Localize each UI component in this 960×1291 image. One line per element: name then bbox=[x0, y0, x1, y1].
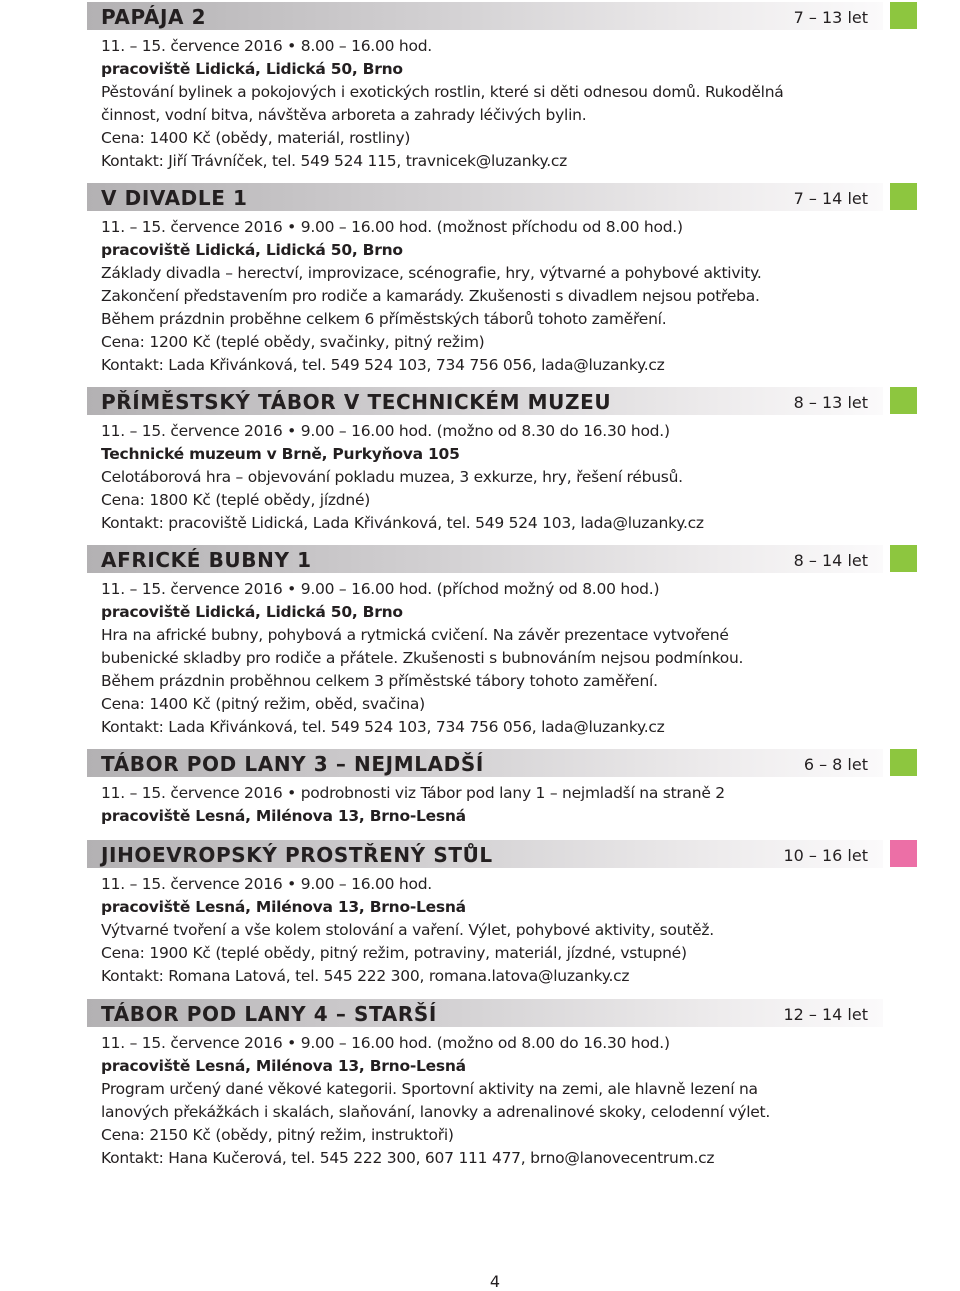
price: Cena: 1900 Kč (teplé obědy, pitný režim, potraviny, materiál, jízdné, vstupné) bbox=[101, 944, 687, 962]
description-line: činnost, vodní bitva, návštěva arboreta a zahrady léčivých bylin. bbox=[101, 106, 587, 124]
age-range: 6 – 8 let bbox=[803, 755, 868, 774]
camp-title: AFRICKÉ BUBNY 1 bbox=[101, 548, 312, 572]
description-line: Hra na africké bubny, pohybová a rytmická cvičení. Na závěr prezentace vytvořené bbox=[101, 626, 729, 644]
age-range: 8 – 13 let bbox=[793, 393, 868, 412]
camp-title: TÁBOR POD LANY 4 – STARŠÍ bbox=[101, 1002, 437, 1026]
description-line: Během prázdnin proběhne celkem 6 příměstských táborů tohoto zaměření. bbox=[101, 310, 667, 328]
description-line: Program určený dané věkové kategorii. Sportovní aktivity na zemi, ale hlavně lezení na bbox=[101, 1080, 758, 1098]
camp-title: PŘÍMĚSTSKÝ TÁBOR V TECHNICKÉM MUZEU bbox=[101, 390, 612, 414]
contact: Kontakt: Hana Kučerová, tel. 545 222 300, 607 111 477, brno@lanovecentrum.cz bbox=[101, 1149, 715, 1167]
location: pracoviště Lidická, Lidická 50, Brno bbox=[101, 603, 403, 621]
contact: Kontakt: Lada Křivánková, tel. 549 524 103, 734 756 056, lada@luzanky.cz bbox=[101, 356, 665, 374]
age-range: 7 – 14 let bbox=[793, 189, 868, 208]
price: Cena: 1200 Kč (teplé obědy, svačinky, pitný režim) bbox=[101, 333, 485, 351]
green-marker-square bbox=[890, 749, 917, 776]
camp-title: TÁBOR POD LANY 3 – NEJMLADŠÍ bbox=[101, 752, 484, 776]
location: pracoviště Lesná, Milénova 13, Brno-Lesná bbox=[101, 807, 466, 825]
contact: Kontakt: pracoviště Lidická, Lada Křivánková, tel. 549 524 103, lada@luzanky.cz bbox=[101, 514, 704, 532]
green-marker-square bbox=[890, 545, 917, 572]
date-time: 11. – 15. července 2016 • 9.00 – 16.00 hod. (příchod možný od 8.00 hod.) bbox=[101, 580, 660, 598]
age-range: 12 – 14 let bbox=[783, 1005, 868, 1024]
description-line: Celotáborová hra – objevování pokladu muzea, 3 exkurze, hry, řešení rébusů. bbox=[101, 468, 683, 486]
green-marker-square bbox=[890, 387, 917, 414]
green-marker-square bbox=[890, 183, 917, 210]
description-line: Během prázdnin proběhnou celkem 3 příměstské tábory tohoto zaměření. bbox=[101, 672, 658, 690]
location: pracoviště Lidická, Lidická 50, Brno bbox=[101, 241, 403, 259]
contact: Kontakt: Jiří Trávníček, tel. 549 524 115, travnicek@luzanky.cz bbox=[101, 152, 568, 170]
location: pracoviště Lesná, Milénova 13, Brno-Lesná bbox=[101, 1057, 466, 1075]
description-line: Zakončení představením pro rodiče a kamarády. Zkušenosti s divadlem nejsou potřeba. bbox=[101, 287, 760, 305]
contact: Kontakt: Romana Latová, tel. 545 222 300, romana.latova@luzanky.cz bbox=[101, 967, 630, 985]
pink-marker-square bbox=[890, 840, 917, 867]
page-number: 4 bbox=[489, 1272, 501, 1291]
price: Cena: 1400 Kč (obědy, materiál, rostliny) bbox=[101, 129, 411, 147]
age-range: 8 – 14 let bbox=[793, 551, 868, 570]
date-time: 11. – 15. července 2016 • 8.00 – 16.00 hod. bbox=[101, 37, 432, 55]
description-line: Pěstování bylinek a pokojových i exotických rostlin, které si děti odnesou domů. Rukodělná bbox=[101, 83, 784, 101]
age-range: 7 – 13 let bbox=[793, 8, 868, 27]
description-line: bubenické skladby pro rodiče a přátele. Zkušenosti s bubnováním nejsou podmínkou. bbox=[101, 649, 744, 667]
date-time: 11. – 15. července 2016 • 9.00 – 16.00 hod. (možnost příchodu od 8.00 hod.) bbox=[101, 218, 683, 236]
camp-title: V DIVADLE 1 bbox=[101, 186, 248, 210]
location: Technické muzeum v Brně, Purkyňova 105 bbox=[101, 445, 460, 463]
age-range: 10 – 16 let bbox=[783, 846, 868, 865]
green-marker-square bbox=[890, 2, 917, 29]
description-line: lanových překážkách i skalách, slaňování, lanovky a adrenalinové skoky, celodenní výlet. bbox=[101, 1103, 771, 1121]
date-time: 11. – 15. července 2016 • 9.00 – 16.00 hod. (možno od 8.30 do 16.30 hod.) bbox=[101, 422, 670, 440]
date-time: 11. – 15. července 2016 • 9.00 – 16.00 hod. (možno od 8.00 do 16.30 hod.) bbox=[101, 1034, 670, 1052]
description-line: Základy divadla – herectví, improvizace, scénografie, hry, výtvarné a pohybové aktivity. bbox=[101, 264, 762, 282]
description-line: Výtvarné tvoření a vše kolem stolování a vaření. Výlet, pohybové aktivity, soutěž. bbox=[101, 921, 714, 939]
price: Cena: 2150 Kč (obědy, pitný režim, instruktoři) bbox=[101, 1126, 454, 1144]
section-header-bar bbox=[87, 2, 883, 30]
location: pracoviště Lesná, Milénova 13, Brno-Lesná bbox=[101, 898, 466, 916]
contact: Kontakt: Lada Křivánková, tel. 549 524 103, 734 756 056, lada@luzanky.cz bbox=[101, 718, 665, 736]
camp-title: PAPÁJA 2 bbox=[101, 5, 207, 29]
location: pracoviště Lidická, Lidická 50, Brno bbox=[101, 60, 403, 78]
date-time: 11. – 15. července 2016 • 9.00 – 16.00 hod. bbox=[101, 875, 432, 893]
camp-title: JIHOEVROPSKÝ PROSTŘENÝ STŮL bbox=[101, 843, 493, 867]
date-time: 11. – 15. července 2016 • podrobnosti viz Tábor pod lany 1 – nejmladší na straně 2 bbox=[101, 784, 725, 802]
price: Cena: 1800 Kč (teplé obědy, jízdné) bbox=[101, 491, 371, 509]
price: Cena: 1400 Kč (pitný režim, oběd, svačina) bbox=[101, 695, 425, 713]
